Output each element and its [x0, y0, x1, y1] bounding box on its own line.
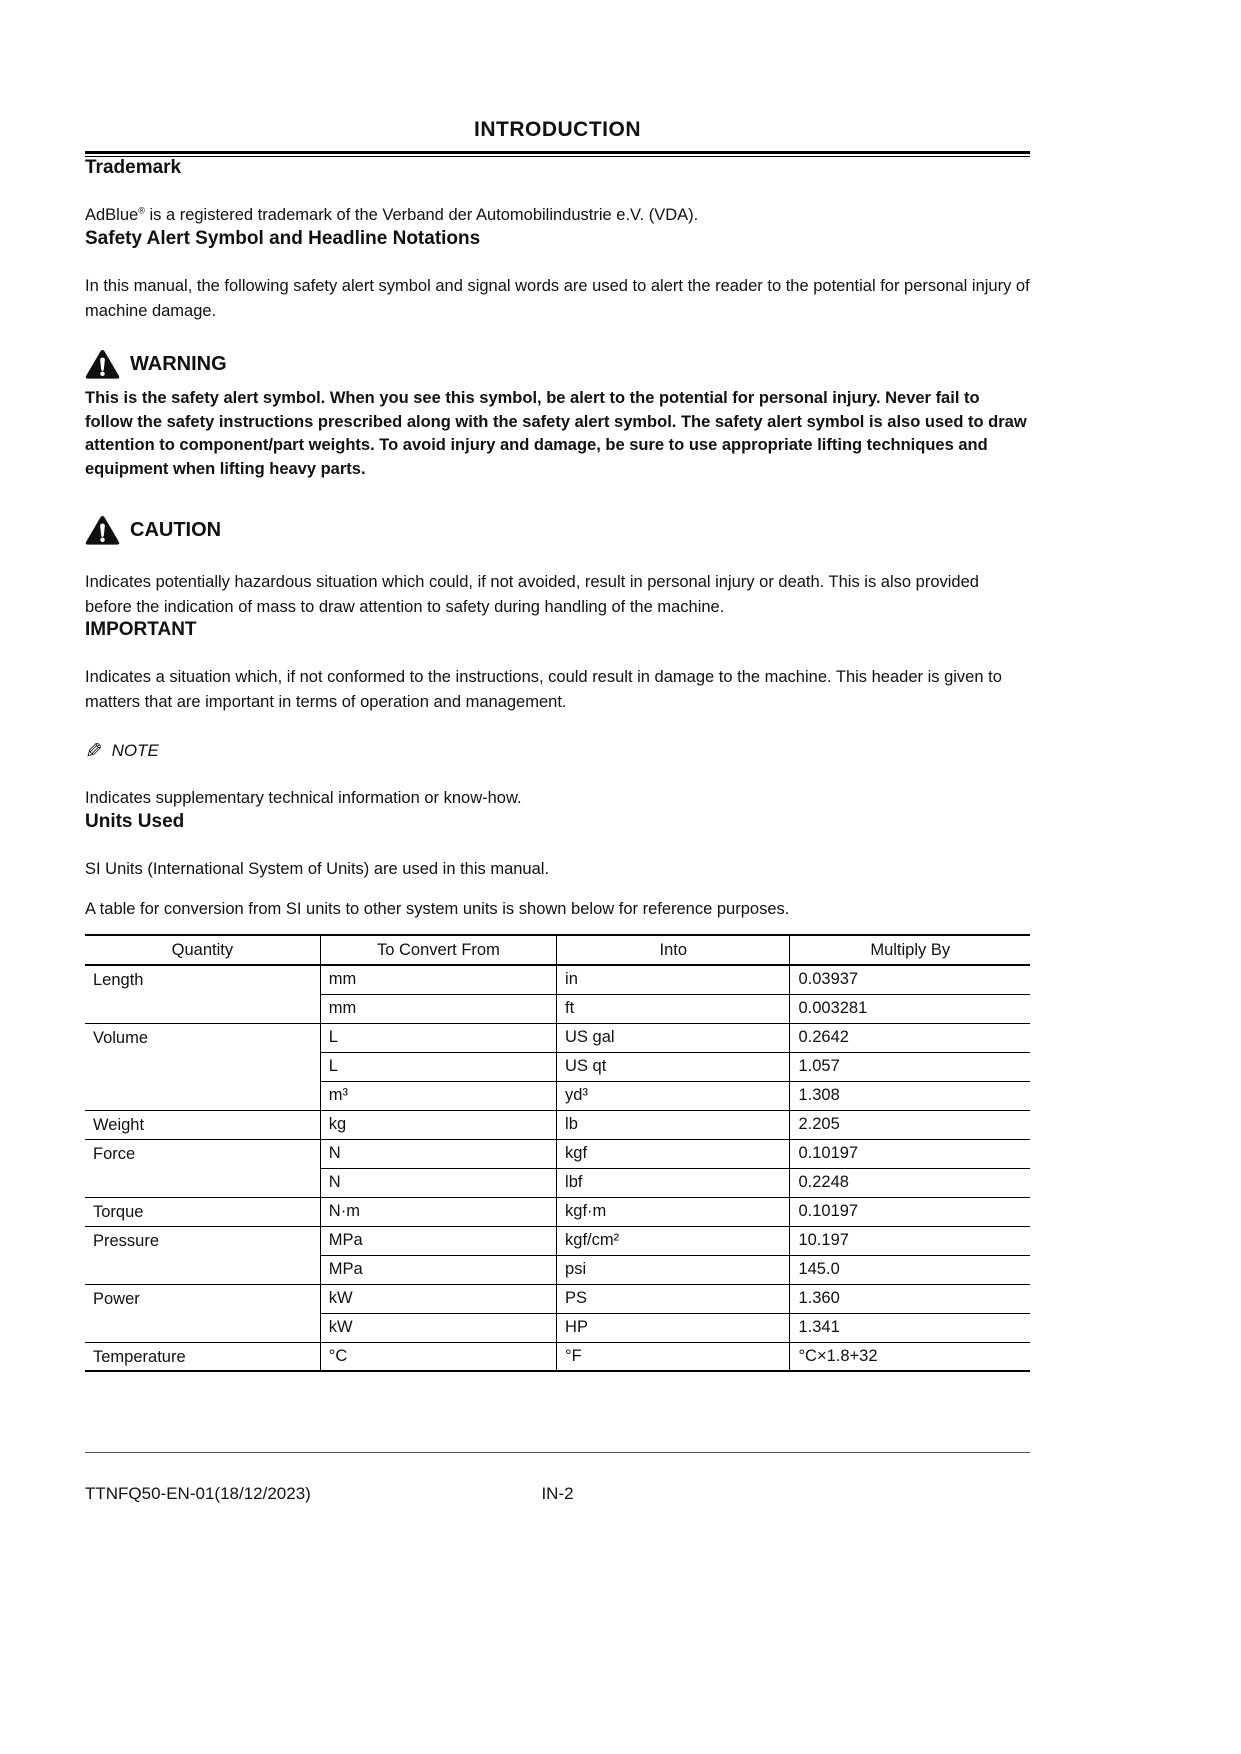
- multiply-cell: 145.0: [790, 1255, 1030, 1284]
- caution-text: Indicates potentially hazardous situation which could, if not avoided, result in personal injury or death. This is also provided before the indication of mass to draw attention to safety during handling of the machine.: [85, 572, 979, 616]
- trademark-text: [85, 203, 1030, 228]
- from-cell: N: [320, 1139, 556, 1168]
- note-label: NOTE: [111, 741, 159, 761]
- from-cell: MPa: [320, 1255, 556, 1284]
- from-cell: N: [320, 1168, 556, 1197]
- from-cell: kW: [320, 1313, 556, 1342]
- column-header-to-convert-from: To Convert From: [320, 935, 556, 965]
- quantity-cell: Pressure: [85, 1226, 320, 1284]
- page-title: INTRODUCTION: [474, 118, 641, 141]
- important-heading: IMPORTANT: [85, 619, 197, 641]
- units-line1: SI Units (International System of Units) are used in this manual.: [85, 859, 550, 878]
- safety-intro-text: In this manual, the following safety alert symbol and signal words are used to alert the reader to the potential for personal injury of machine damage.: [85, 276, 1030, 320]
- from-cell: N·m: [320, 1197, 556, 1226]
- column-header-multiply-by: Multiply By: [790, 935, 1030, 965]
- note-text: Indicates supplementary technical information or know-how.: [85, 788, 522, 807]
- note-pencil-icon: ✎: [85, 739, 103, 763]
- from-cell: L: [320, 1052, 556, 1081]
- table-row: [85, 1110, 1030, 1139]
- table-row: [85, 1197, 1030, 1226]
- from-cell: mm: [320, 965, 556, 994]
- note-header: [85, 741, 1030, 762]
- into-cell: yd³: [557, 1081, 790, 1110]
- into-cell: PS: [557, 1284, 790, 1313]
- into-cell: HP: [557, 1313, 790, 1342]
- safety-alert-heading: Safety Alert Symbol and Headline Notations: [85, 227, 481, 249]
- multiply-cell: 0.10197: [790, 1139, 1030, 1168]
- unit-conversion-table: [85, 934, 1030, 1372]
- table-row: [85, 1023, 1030, 1052]
- footer-rule: [85, 1452, 1030, 1453]
- document-code: TTNFQ50-EN-01(18/12/2023): [85, 1484, 311, 1503]
- quantity-cell: Force: [85, 1139, 320, 1197]
- from-cell: mm: [320, 994, 556, 1023]
- multiply-cell: 1.341: [790, 1313, 1030, 1342]
- title-rule-thick: [85, 151, 1030, 154]
- multiply-cell: 1.308: [790, 1081, 1030, 1110]
- from-cell: L: [320, 1023, 556, 1052]
- from-cell: kW: [320, 1284, 556, 1313]
- table-row: [85, 1342, 1030, 1371]
- table-row: [85, 965, 1030, 994]
- multiply-cell: 0.10197: [790, 1197, 1030, 1226]
- safety-alert-triangle-icon: [85, 349, 120, 380]
- from-cell: kg: [320, 1110, 556, 1139]
- table-header-row: [85, 935, 1030, 965]
- important-text: Indicates a situation which, if not conformed to the instructions, could result in damage to the machine. This header is given to matters that are important in terms of operation and management.: [85, 668, 1002, 712]
- into-cell: ft: [557, 994, 790, 1023]
- into-cell: °F: [557, 1342, 790, 1371]
- units-line2: A table for conversion from SI units to other system units is shown below for reference purposes.: [85, 900, 790, 919]
- safety-alert-triangle-icon: [85, 515, 120, 546]
- into-cell: kgf: [557, 1139, 790, 1168]
- trademark-heading: Trademark: [85, 157, 182, 178]
- from-cell: MPa: [320, 1226, 556, 1255]
- page-footer: [85, 1452, 1030, 1504]
- into-cell: kgf/cm²: [557, 1226, 790, 1255]
- into-cell: lb: [557, 1110, 790, 1139]
- quantity-cell: Power: [85, 1284, 320, 1342]
- quantity-cell: Weight: [85, 1110, 320, 1139]
- into-cell: kgf·m: [557, 1197, 790, 1226]
- multiply-cell: 0.03937: [790, 965, 1030, 994]
- table-row: [85, 1226, 1030, 1255]
- trademark-text-rest: is a registered trademark of the Verband der Automobilindustrie e.V. (VDA).: [144, 206, 699, 224]
- registered-trademark-symbol: ®: [138, 205, 145, 216]
- multiply-cell: 1.360: [790, 1284, 1030, 1313]
- table-row: [85, 1284, 1030, 1313]
- warning-label: WARNING: [130, 353, 227, 376]
- page-number: IN-2: [541, 1484, 574, 1503]
- into-cell: lbf: [557, 1168, 790, 1197]
- multiply-cell: 1.057: [790, 1052, 1030, 1081]
- caution-label: CAUTION: [130, 518, 222, 541]
- multiply-cell: 2.205: [790, 1110, 1030, 1139]
- column-header-quantity: Quantity: [85, 935, 320, 965]
- column-header-into: Into: [557, 935, 790, 965]
- units-used-heading: Units Used: [85, 810, 185, 832]
- quantity-cell: Volume: [85, 1023, 320, 1110]
- warning-header: [85, 349, 1030, 380]
- caution-header: [85, 515, 1030, 546]
- multiply-cell: 0.2642: [790, 1023, 1030, 1052]
- table-row: [85, 1139, 1030, 1168]
- quantity-cell: Temperature: [85, 1342, 320, 1371]
- multiply-cell: 0.2248: [790, 1168, 1030, 1197]
- from-cell: °C: [320, 1342, 556, 1371]
- brand-name: AdBlue: [85, 206, 139, 224]
- quantity-cell: Length: [85, 965, 320, 1023]
- quantity-cell: Torque: [85, 1197, 320, 1226]
- into-cell: in: [557, 965, 790, 994]
- multiply-cell: °C×1.8+32: [790, 1342, 1030, 1371]
- into-cell: US gal: [557, 1023, 790, 1052]
- footer-text-row: [85, 1484, 1030, 1504]
- from-cell: m³: [320, 1081, 556, 1110]
- into-cell: psi: [557, 1255, 790, 1284]
- multiply-cell: 10.197: [790, 1226, 1030, 1255]
- warning-text: This is the safety alert symbol. When you see this symbol, be alert to the potential for personal injury. Never fail to follow the safety instructions prescribed along with the safety alert symbol. The safety alert symbol is also used to draw attention to component/part weights. To avoid injury and damage, be sure to use appropriate lifting techniques and equipment when lifting heavy parts.: [85, 389, 1027, 478]
- multiply-cell: 0.003281: [790, 994, 1030, 1023]
- into-cell: US qt: [557, 1052, 790, 1081]
